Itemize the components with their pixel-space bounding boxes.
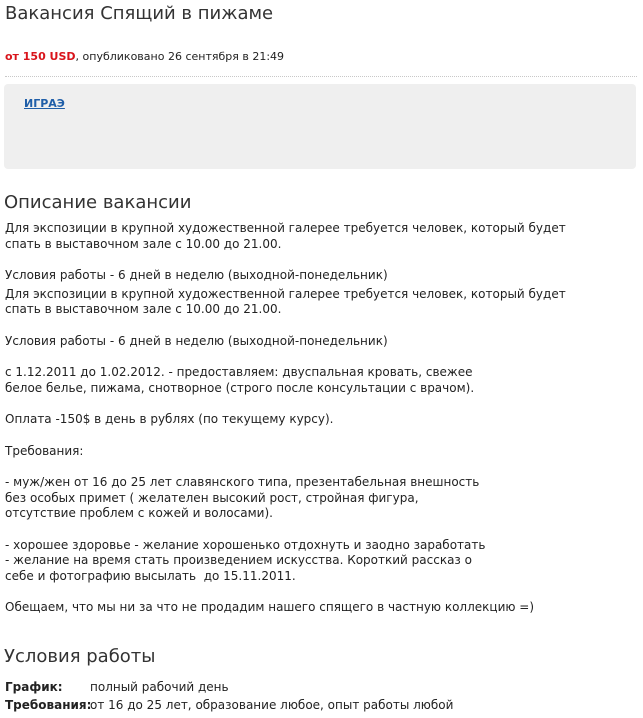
condition-value: полный рабочий день [90, 680, 229, 694]
company-link[interactable]: ИГРАЭ [24, 97, 65, 110]
description-line: спать в выставочном зале с 10.00 до 21.00. [5, 302, 282, 316]
conditions-list [5, 678, 453, 714]
description-line: - желание на время стать произведением искусства. Короткий рассказ о [5, 553, 472, 567]
description-line [5, 318, 635, 334]
description-line [5, 584, 635, 600]
description-line: Для экспозиции в крупной художественной галерее требуется человек, который будет [5, 221, 566, 235]
description-text [5, 221, 635, 616]
description-line: Условия работы - 6 дней в неделю (выходной-понедельник) [5, 333, 388, 348]
description-line: Для экспозиции в крупной художественной галерее требуется человек, который будет [5, 286, 566, 301]
condition-row [5, 678, 453, 696]
description-line: Обещаем, что мы ни за что не продадим нашего спящего в частную коллекцию =) [5, 600, 535, 614]
description-line [5, 522, 635, 538]
conditions-heading: Условия работы [4, 646, 156, 667]
description-line: - муж/жен от 16 до 25 лет славянского типа, презентабельная внешность [5, 475, 480, 489]
description-line: белое белье, пижама, снотворное (строго после консультации с врачом). [5, 380, 475, 395]
description-line [5, 396, 635, 412]
salary-value: от 150 USD [5, 50, 76, 63]
condition-label: График: [5, 680, 63, 694]
description-line [5, 252, 635, 268]
condition-value: от 16 до 25 лет, образование любое, опыт работы любой [90, 698, 454, 712]
description-line [5, 349, 635, 365]
description-line: - хорошее здоровье - желание хорошенько отдохнуть и заодно заработать [5, 537, 486, 552]
divider [5, 76, 637, 77]
company-panel [4, 84, 636, 169]
description-line: без особых примет ( желателен высокий рост, стройная фигура, [5, 490, 419, 505]
vacancy-title: Вакансия Спящий в пижаме [5, 3, 274, 24]
description-line [5, 459, 635, 475]
description-line: с 1.12.2011 до 1.02.2012. - предоставляем: двуспальная кровать, свежее [5, 365, 473, 379]
condition-label: Требования: [5, 698, 92, 712]
condition-row [5, 696, 453, 714]
description-line: отсутствие проблем с кожей и волосами). [5, 506, 273, 520]
description-line: Оплата -150$ в день в рублях (по текущему курсу). [5, 412, 334, 426]
published-date: , опубликовано 26 сентября в 21:49 [75, 50, 285, 63]
description-line: себе и фотографию высылать до 15.11.2011. [5, 568, 296, 583]
description-line: Условия работы - 6 дней в неделю (выходной-понедельник) [5, 268, 388, 282]
description-line: спать в выставочном зале с 10.00 до 21.00. [5, 236, 282, 251]
description-line [5, 428, 635, 444]
vacancy-meta [5, 50, 284, 63]
description-heading: Описание вакансии [4, 192, 192, 213]
description-line: Требования: [5, 443, 84, 458]
